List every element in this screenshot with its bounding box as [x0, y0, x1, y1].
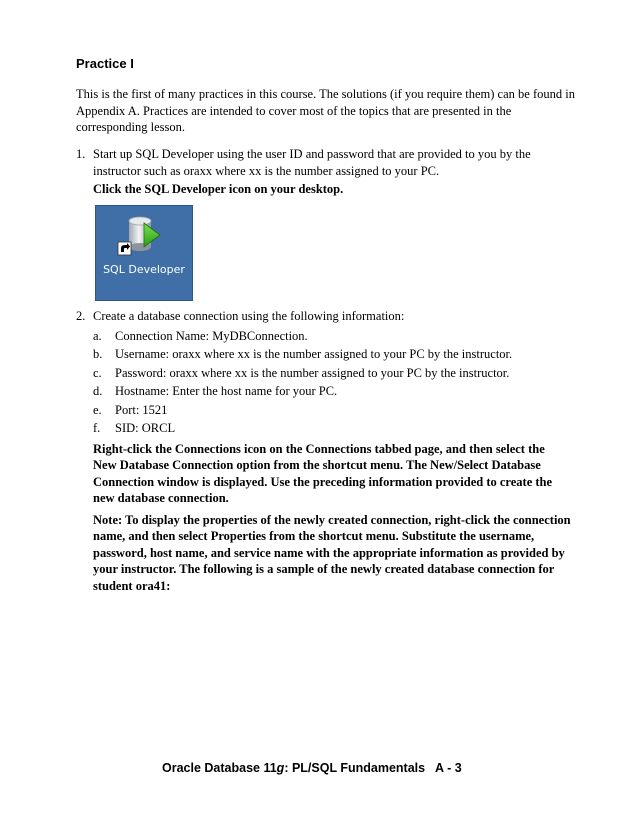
- list-item: [93, 365, 571, 384]
- step-2-action: Right-click the Connections icon on the Connections tabbed page, and then select the New Database Connection option from the shortcut menu. The New/Select Database Connection window is displayed. Use the preceding information provided to create the new database connection.: [93, 441, 553, 505]
- step-2: [76, 308, 571, 594]
- list-item-text: Username: oraxx where xx is the number assigned to your PC by the instructor.: [115, 347, 513, 361]
- list-item-text: Password: oraxx where xx is the number assigned to your PC by the instructor.: [115, 365, 510, 380]
- sql-developer-icon-label: SQL Developer: [103, 263, 185, 276]
- list-item: [93, 328, 571, 347]
- footer-italic: g: [276, 761, 285, 775]
- list-item-letter: c.: [93, 365, 102, 380]
- intro-paragraph: This is the first of many practices in this course. The solutions (if you require them) can be found in Appendix A. Practices are intended to cover most of the topics that are presented in the corresponding lesson.: [76, 87, 575, 134]
- list-item: [93, 420, 571, 439]
- footer-suffix: : PL/SQL Fundamentals A - 3: [284, 761, 462, 775]
- step-2-note: Note: To display the properties of the newly created connection, right-click the connection name, and then select Properties from the shortcut menu. Substitute the username, password, host name, and service name with the appropriate information as provided by your instructor. The following is a sample of the newly created database connection for student ora41:: [93, 512, 571, 593]
- step-1-number: 1.: [76, 147, 86, 161]
- practice-heading: Practice I: [76, 56, 134, 71]
- list-item-letter: b.: [93, 347, 103, 361]
- step-1-text: Start up SQL Developer using the user ID and password that are provided to you by the instructor such as oraxx where xx is the number assigned to your PC.: [93, 147, 531, 178]
- list-item: [93, 346, 571, 365]
- list-item-letter: a.: [93, 328, 102, 343]
- step-2-body: [93, 308, 571, 325]
- sql-developer-icon: [96, 206, 192, 300]
- connection-info-list: [76, 328, 571, 439]
- sql-developer-desktop-icon[interactable]: [95, 205, 193, 301]
- list-item-text: SID: ORCL: [115, 421, 176, 435]
- step-1-action: Click the SQL Developer icon on your desktop.: [93, 182, 344, 196]
- list-item: [93, 383, 571, 402]
- list-item-text: Connection Name: MyDBConnection.: [115, 328, 308, 343]
- step-1: [76, 146, 571, 198]
- list-item-letter: d.: [93, 384, 103, 398]
- page-footer: [162, 761, 462, 775]
- list-item-letter: f.: [93, 421, 101, 435]
- footer-prefix: Oracle Database 11: [162, 761, 277, 775]
- list-item-text: Hostname: Enter the host name for your PC.: [115, 384, 338, 398]
- list-item-text: Port: 1521: [115, 402, 168, 417]
- list-item-letter: e.: [93, 402, 102, 417]
- list-item: [93, 402, 571, 421]
- step-2-number: 2.: [76, 309, 86, 323]
- step-1-body: [93, 146, 571, 198]
- step-2-text: Create a database connection using the following information:: [93, 309, 405, 323]
